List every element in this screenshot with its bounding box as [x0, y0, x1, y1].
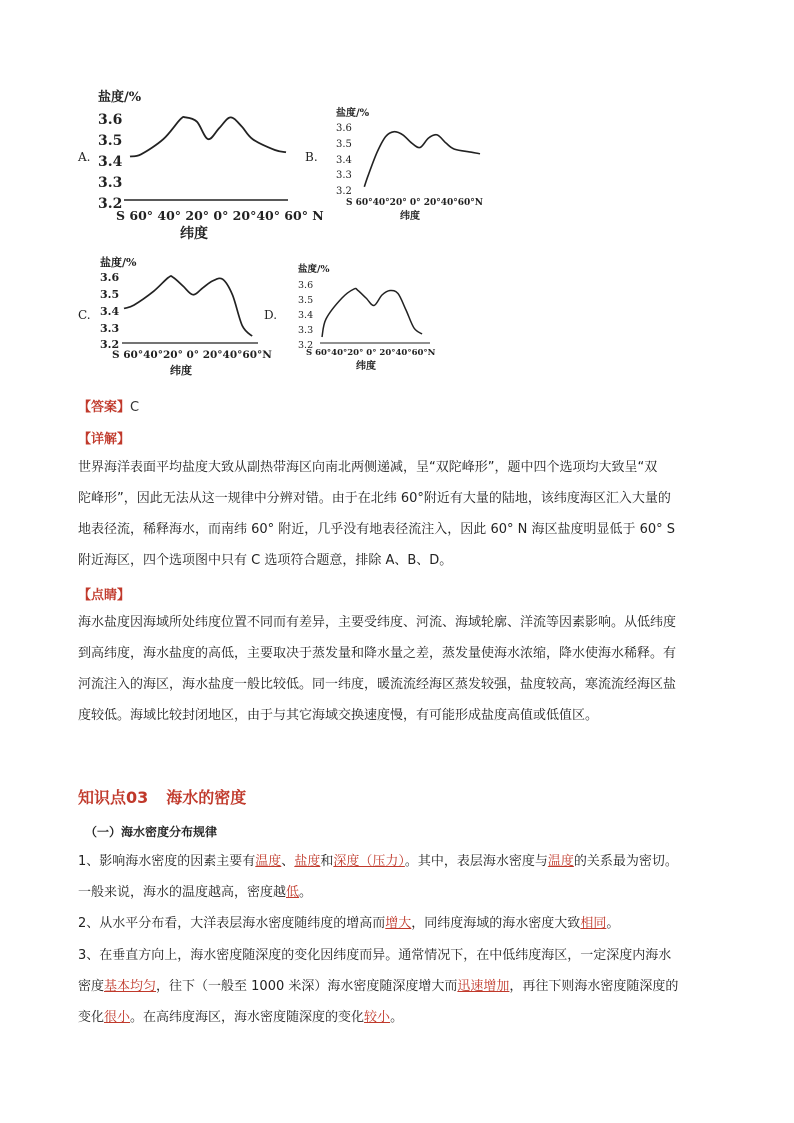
paragraph-1	[78, 846, 724, 908]
y-tick-label: 3.5	[336, 139, 352, 150]
y-tick-label: 3.5	[298, 295, 314, 306]
salinity-curve-b	[364, 132, 480, 187]
y-tick-label: 3.3	[336, 170, 352, 181]
detail-line: 附近海区，四个选项图中只有 C 选项符合题意，排除 A、B、D。	[78, 553, 453, 568]
y-axis-label: 盐度/%	[100, 256, 137, 269]
chart-b-svg	[334, 104, 484, 224]
option-label-c: C.	[78, 308, 91, 322]
option-label-d: D.	[264, 308, 278, 322]
fill-blank: 温度	[547, 854, 574, 869]
y-tick-label: 3.2	[298, 340, 314, 351]
subsection-title: （一）海水密度分布规律	[85, 825, 218, 839]
chart-d	[296, 262, 446, 374]
chart-b	[334, 104, 484, 224]
option-label-b: B.	[305, 150, 318, 164]
section-number: 知识点03	[78, 788, 149, 807]
paragraph-2-line-1: 2、从水平分布看，大洋表层海水密度随纬度的增高而增大，同纬度海域的海水密度大致相同。	[78, 916, 620, 931]
y-tick-label: 3.3	[98, 175, 123, 191]
point-line: 河流注入的海区，海水盐度一般比较低。同一纬度，暖流流经海区蒸发较强，盐度较高，寒流流经海区盐	[78, 677, 677, 692]
y-tick-label: 3.2	[100, 338, 120, 351]
x-axis-label: 纬度	[170, 364, 192, 377]
salinity-curve-d	[322, 289, 422, 337]
y-tick-label: 3.4	[98, 154, 123, 170]
salinity-curve-c	[124, 276, 252, 336]
option-label-a: A.	[78, 150, 91, 164]
detail-line: 地表径流，稀释海水，而南纬 60° 附近，几乎没有地表径流注入，因此 60° N 海区盐度明显低于 60° S	[78, 522, 676, 537]
y-tick-label: 3.4	[100, 305, 120, 318]
chart-a-svg	[96, 88, 324, 242]
y-axis-label: 盐度/%	[98, 90, 142, 105]
y-tick-label: 3.4	[336, 155, 352, 166]
x-axis-label: 纬度	[180, 226, 208, 242]
y-tick-label: 3.2	[98, 196, 123, 212]
detail-paragraph	[78, 452, 724, 576]
detail-line: 陀峰形”，因此无法从这一规律中分辨对错。由于在北纬 60°附近有大量的陆地，该纬度海区汇入大量的	[78, 491, 671, 506]
fill-blank: 增大	[385, 916, 412, 931]
salinity-curve-a	[130, 117, 286, 157]
paragraph-3-line-1: 3、在垂直方向上，海水密度随深度的变化因纬度而异。通常情况下，在中低纬度海区，一定深度内海水	[78, 948, 672, 963]
y-tick-label: 3.6	[98, 112, 123, 128]
fill-blank: 温度	[255, 854, 282, 869]
y-tick-label: 3.3	[100, 322, 120, 335]
y-tick-label: 3.6	[298, 280, 314, 291]
paragraph-1-line-1: 1、影响海水密度的因素主要有温度、盐度和深度（压力）。其中，表层海水密度与温度的关系最为密切。	[78, 854, 678, 869]
fill-blank: 低	[286, 885, 300, 900]
point-line: 到高纬度，海水盐度的高低，主要取决于蒸发量和降水量之差，蒸发量使海水浓缩，降水使海水稀释。有	[78, 646, 677, 661]
section-heading	[78, 785, 264, 808]
x-tick-labels: S 60°40°20° 0° 20°40°60°N	[306, 348, 436, 358]
y-axis-label: 盐度/%	[298, 264, 330, 275]
detail-label: 【详解】	[78, 432, 131, 447]
y-tick-label: 3.6	[336, 123, 352, 134]
x-axis-label: 纬度	[356, 361, 376, 372]
point-label: 【点睛】	[78, 588, 131, 603]
fill-blank: 很小	[104, 1010, 131, 1025]
fill-blank: 深度（压力）	[333, 854, 405, 869]
chart-a	[96, 88, 324, 242]
y-tick-label: 3.3	[298, 325, 314, 336]
section-title: 海水的密度	[166, 788, 247, 807]
answer-value: C	[130, 400, 140, 415]
x-tick-labels: S 60°40°20° 0° 20°40°60°N	[112, 349, 272, 361]
detail-line: 世界海洋表面平均盐度大致从副热带海区向南北两侧递减，呈“双陀峰形”，题中四个选项均大致呈“双	[78, 460, 658, 475]
paragraph-2	[78, 908, 724, 939]
fill-blank: 相同	[580, 916, 607, 931]
chart-c	[98, 254, 272, 378]
fill-blank: 迅速增加	[457, 979, 510, 994]
fill-blank: 较小	[364, 1010, 391, 1025]
fill-blank: 盐度	[294, 854, 321, 869]
x-tick-labels: S 60°40°20° 0° 20°40°60°N	[346, 198, 484, 208]
y-tick-label: 3.6	[100, 271, 120, 284]
paragraph-3-line-3: 变化很小。在高纬度海区，海水密度随深度的变化较小。	[78, 1010, 404, 1025]
y-tick-label: 3.5	[98, 133, 123, 149]
y-axis-label: 盐度/%	[336, 108, 370, 119]
paragraph-3	[78, 940, 724, 1033]
paragraph-1-line-2: 一般来说，海水的温度越高，密度越低。	[78, 885, 313, 900]
chart-c-svg	[98, 254, 272, 378]
y-tick-label: 3.2	[336, 186, 352, 197]
x-axis-label: 纬度	[400, 211, 420, 222]
fill-blank: 基本均匀	[104, 979, 157, 994]
point-line: 度较低。海域比较封闭地区，由于与其它海域交换速度慢，有可能形成盐度高值或低值区。	[78, 708, 599, 723]
answer-label: 【答案】	[78, 400, 131, 415]
point-line: 海水盐度因海域所处纬度位置不同而有差异，主要受纬度、河流、海域轮廓、洋流等因素影响。从低纬度	[78, 615, 677, 630]
paragraph-3-line-2: 密度基本均匀，往下（一般至 1000 米深）海水密度随深度增大而迅速增加，再往下则海水密度随深度的	[78, 979, 679, 994]
y-tick-label: 3.5	[100, 288, 120, 301]
answer-line	[78, 396, 139, 415]
chart-d-svg	[296, 262, 446, 374]
x-tick-labels: S 60° 40° 20° 0° 20°40° 60° N	[116, 208, 324, 223]
point-paragraph	[78, 607, 724, 731]
y-tick-label: 3.4	[298, 310, 314, 321]
